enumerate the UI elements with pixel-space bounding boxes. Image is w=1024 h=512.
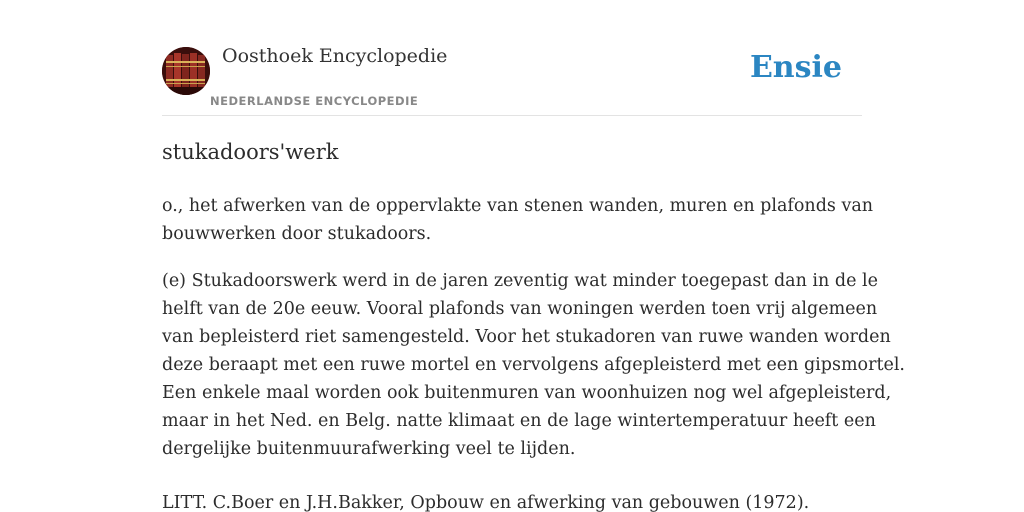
paragraph-line: van bepleisterd riet samengesteld. Voor het stukadoren van ruwe wanden worden <box>162 327 891 347</box>
paragraph-line: LITT. C.Boer en J.H.Bakker, Opbouw en afwerking van gebouwen (1972). <box>162 493 810 512</box>
paragraph-line: Een enkele maal worden ook buitenmuren van woonhuizen nog wel afgepleisterd, <box>162 383 892 403</box>
ensie-logo-link[interactable]: Ensie <box>749 50 842 85</box>
paragraph-line: o., het afwerken van de oppervlakte van stenen wanden, muren en plafonds van <box>162 196 874 216</box>
paragraph-line: bouwwerken door stukadoors. <box>162 224 432 244</box>
paragraph-line: maar in het Ned. en Belg. natte klimaat en de lage wintertemperatuur heeft een <box>162 411 876 431</box>
encyclopedia-books-icon[interactable] <box>162 47 210 95</box>
paragraph-line: helft van de 20e eeuw. Vooral plafonds van woningen werden toen vrij algemeen <box>162 299 878 319</box>
main-content <box>162 0 905 512</box>
page-header <box>162 0 862 116</box>
paragraph-line: (e) Stukadoorswerk werd in de jaren zeventig wat minder toegepast dan in de le <box>162 271 878 291</box>
definition-paragraph <box>162 192 874 248</box>
explanation-paragraph <box>162 267 905 463</box>
paragraph-line: dergelijke buitenmuurafwerking veel te lijden. <box>162 439 576 459</box>
entry-title: stukadoors'werk <box>162 140 339 164</box>
site-title-link[interactable]: Oosthoek Encyclopedie <box>222 45 448 67</box>
paragraph-line: deze beraapt met een ruwe mortel en vervolgens afgepleisterd met een gipsmortel. <box>162 355 905 375</box>
literature-paragraph <box>162 489 866 512</box>
site-subtitle: NEDERLANDSE ENCYCLOPEDIE <box>210 94 419 108</box>
